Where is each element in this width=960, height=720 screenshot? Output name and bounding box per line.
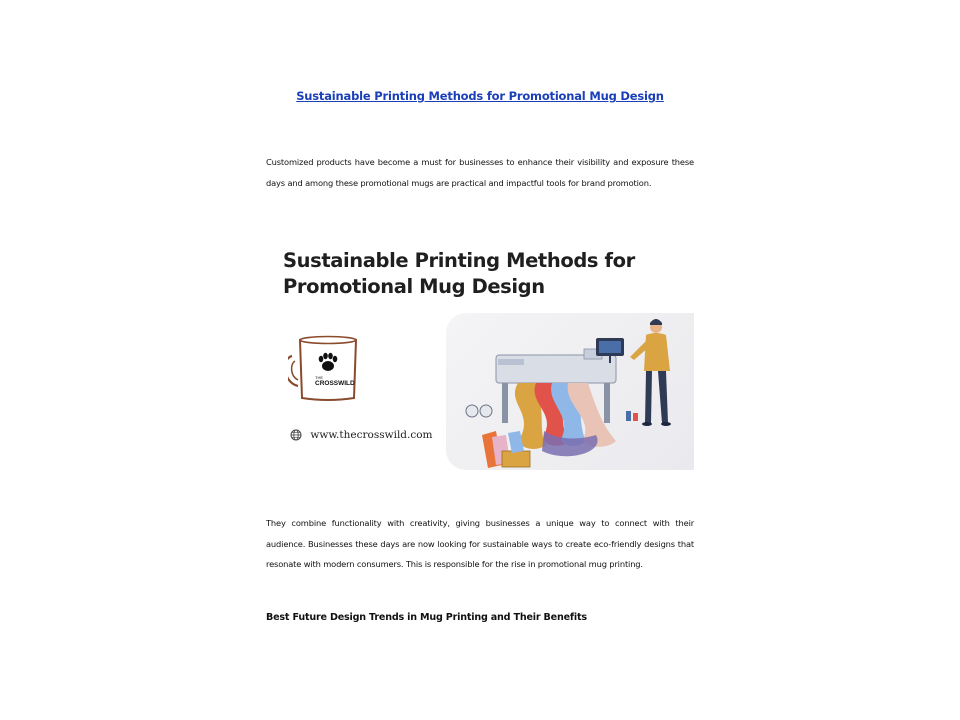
banner-image (266, 236, 694, 470)
banner-title-line2: Promotional Mug Design (283, 275, 545, 298)
banner-title (283, 248, 663, 300)
website-label (290, 429, 433, 441)
mug-brand-prefix: THE (315, 375, 323, 380)
section-heading: Best Future Design Trends in Mug Printing and Their Benefits (266, 612, 587, 623)
printer-illustration (446, 313, 694, 470)
mug-brand: CROSSWILD (315, 380, 355, 387)
globe-icon (290, 429, 302, 441)
document-title[interactable]: Sustainable Printing Methods for Promotional Mug Design (296, 89, 664, 103)
mug-illustration (288, 334, 368, 404)
banner-title-line1: Sustainable Printing Methods for (283, 249, 635, 272)
intro-paragraph: Customized products have become a must for businesses to enhance their visibility and exposure these days and among these promotional mugs are practical and impactful tools for brand promotion. (266, 157, 694, 188)
website-url: www.thecrosswild.com (310, 429, 433, 441)
body-paragraph: They combine functionality with creativity, giving businesses a unique way to connect with their audience. Businesses these days are now looking for sustainable ways to create eco-friendly designs that resonate with modern consumers. This is responsible for the rise in promotional mug printing. (266, 518, 694, 569)
